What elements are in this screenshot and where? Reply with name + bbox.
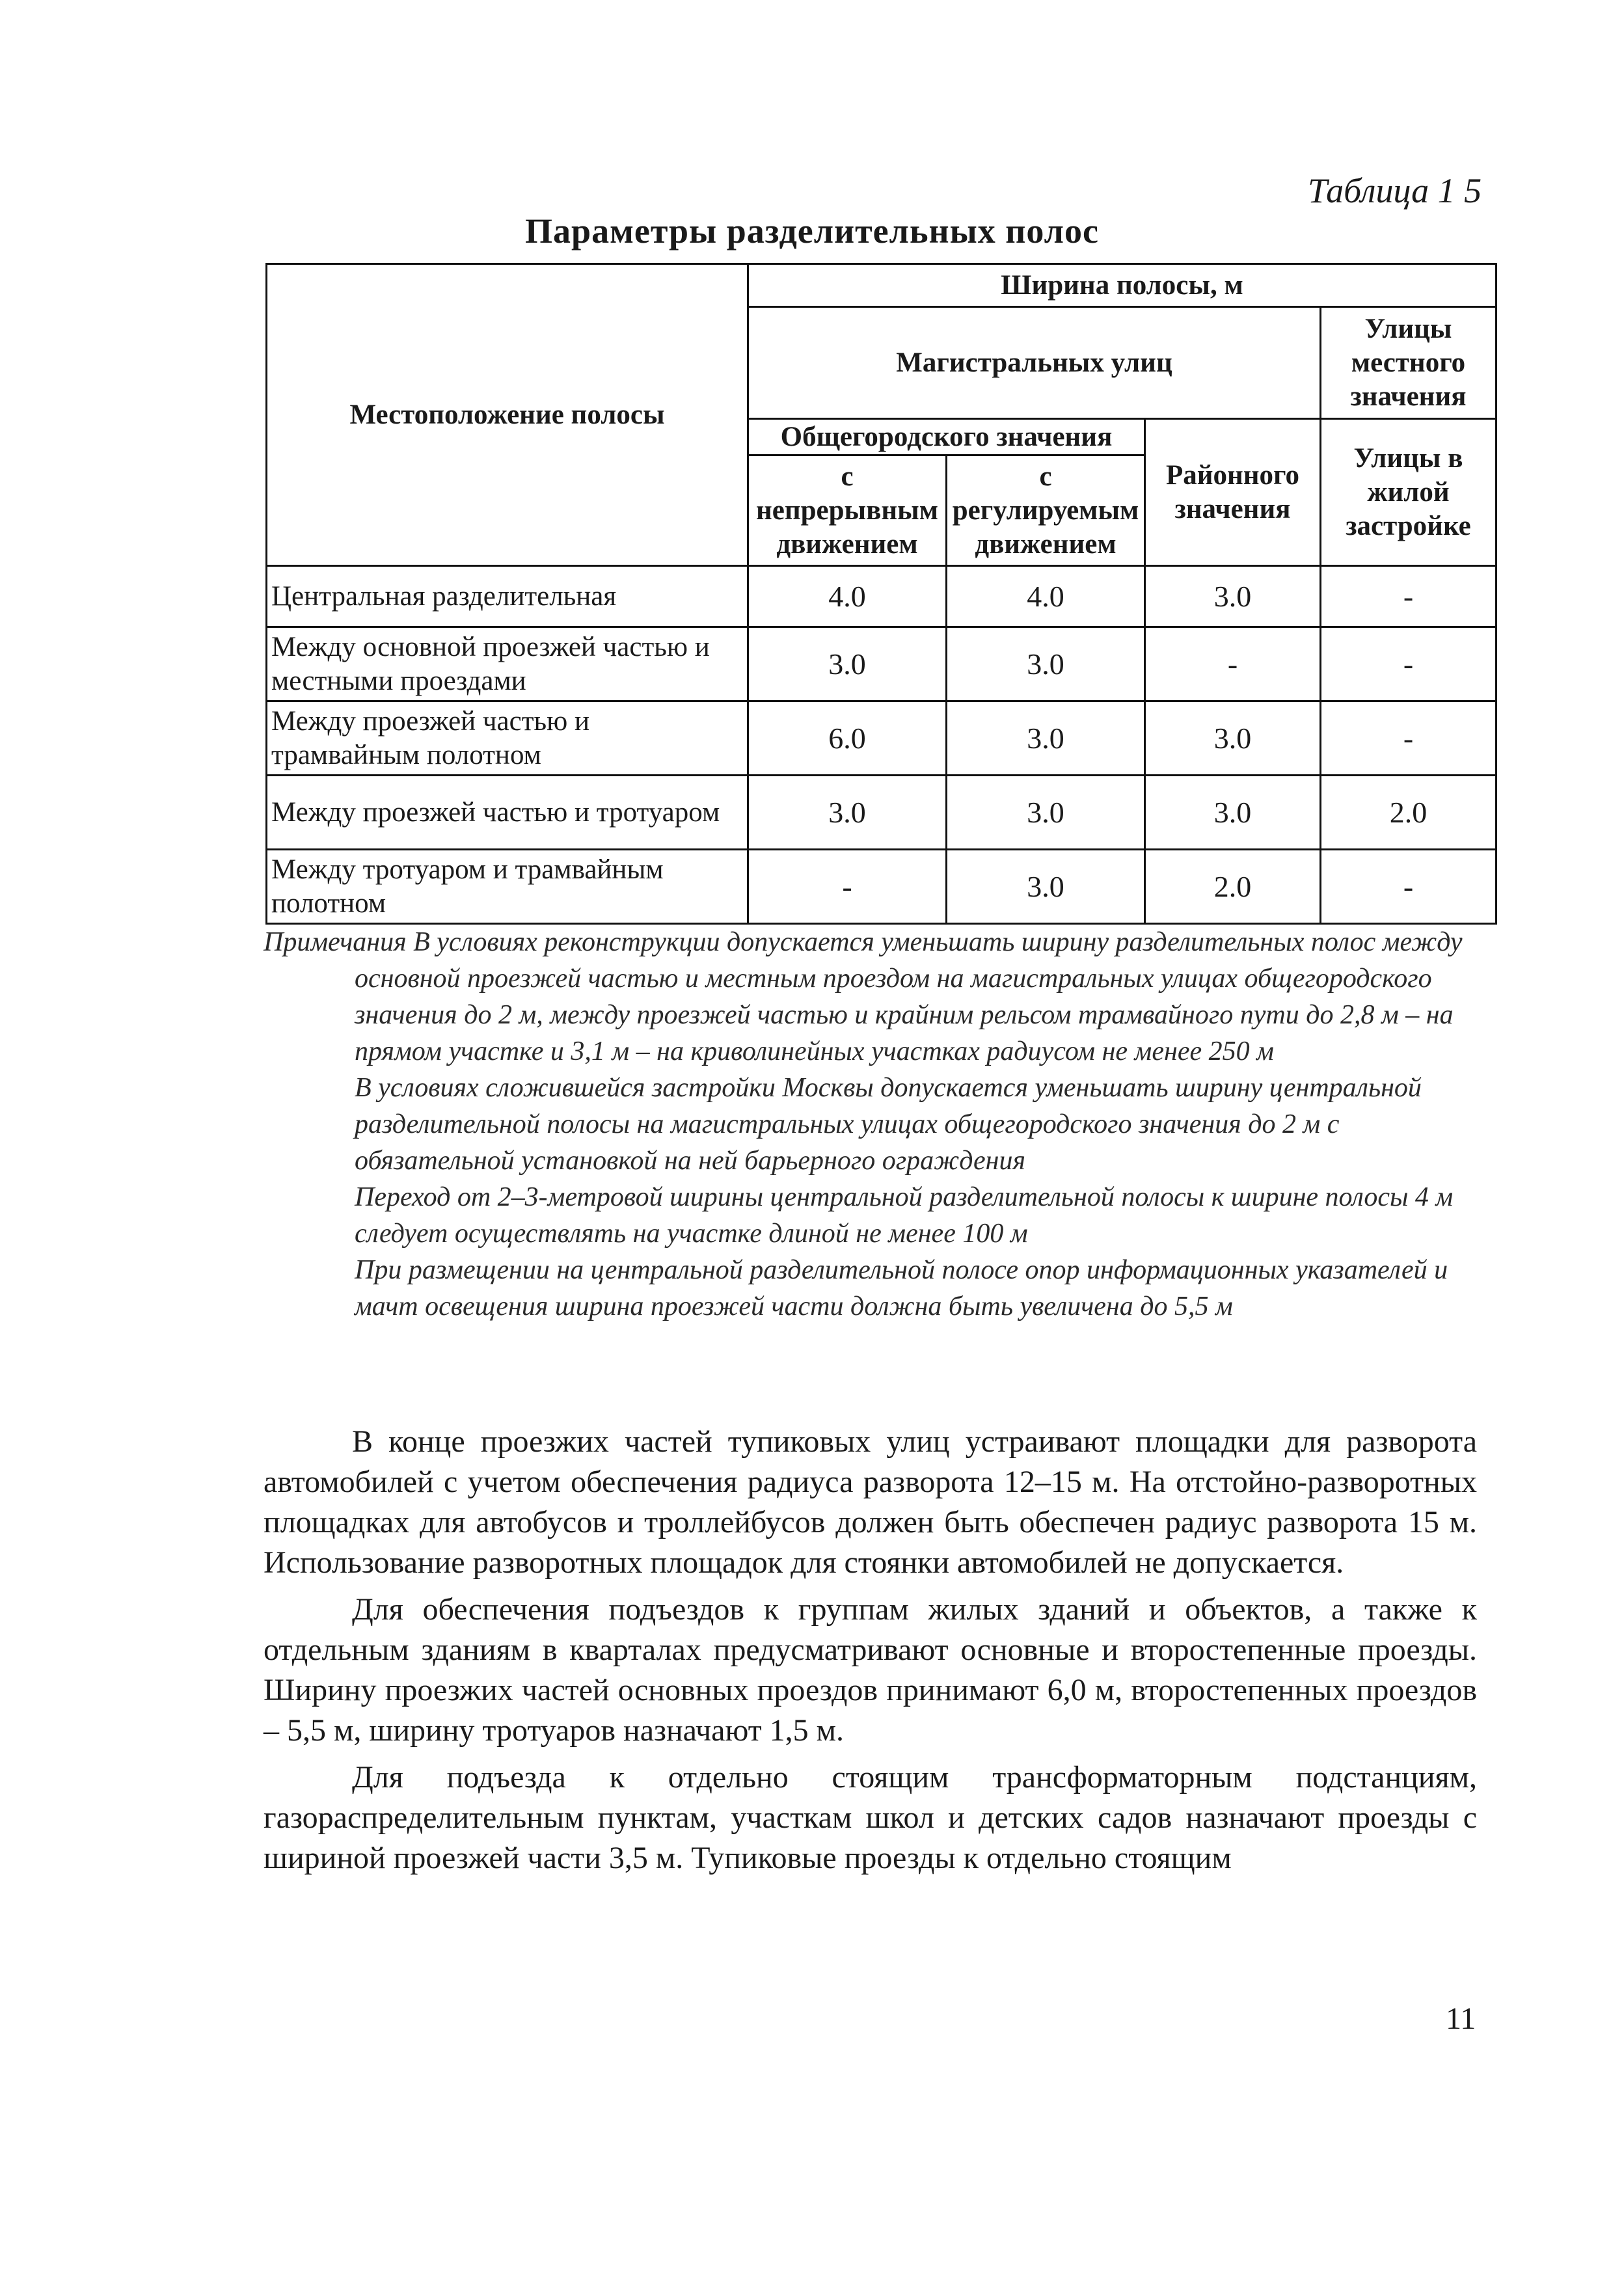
cell-regulated: 3.0 bbox=[947, 627, 1145, 701]
note-text: В условиях реконструкции допускается уменьшать ширину разделительных полос между основной проезжей частью и местным проездом на магистральных улицах общегородского значения до 2 м, между проезжей частью и крайним рельсом трамвайного пути до 2,8 м – на прямом участке и 3,1 м – на криволинейных участках радиусом не менее 250 м bbox=[355, 927, 1463, 1066]
table-row bbox=[267, 701, 1496, 776]
notes-heading: Примечания bbox=[264, 927, 407, 957]
row-label: Между тротуаром и трамвайным полотном bbox=[267, 850, 748, 924]
page-number: 11 bbox=[1446, 2001, 1476, 2036]
paragraph: Для обеспечения подъездов к группам жилых зданий и объектов, а также к отдельным зданиям в кварталах предусматривают основные и второстепенные проезды. Ширину проезжих частей основных проездов принимают 6,0 м, второстепенных проездов – 5,5 м, ширину тротуаров назначают 1,5 м. bbox=[264, 1592, 1477, 1748]
cell-continuous: - bbox=[748, 850, 947, 924]
parameters-table bbox=[265, 263, 1497, 925]
cell-district: 3.0 bbox=[1145, 566, 1321, 627]
paragraph: Для подъезда к отдельно стоящим трансформаторным подстанциям, газораспределительным пунктам, участкам школ и детских садов назначают проезды с шириной проезжей части 3,5 м. Тупиковые проезды к отдельно стоящим bbox=[264, 1760, 1477, 1875]
note-item bbox=[264, 924, 1500, 1070]
header-width: Ширина полосы, м bbox=[748, 264, 1496, 307]
table-notes bbox=[264, 924, 1500, 1325]
header-location: Местоположение полосы bbox=[267, 264, 748, 566]
table-row bbox=[267, 776, 1496, 850]
cell-residential: 2.0 bbox=[1321, 776, 1496, 850]
cell-regulated: 3.0 bbox=[947, 776, 1145, 850]
header-main-streets: Магистральных улиц bbox=[748, 307, 1321, 419]
header-district: Районного значения bbox=[1145, 419, 1321, 566]
cell-continuous: 4.0 bbox=[748, 566, 947, 627]
row-label: Центральная разделительная bbox=[267, 566, 748, 627]
header-continuous: с непрерывным движением bbox=[748, 455, 947, 566]
cell-district: 2.0 bbox=[1145, 850, 1321, 924]
note-item: В условиях сложившейся застройки Москвы допускается уменьшать ширину центральной разделительной полосы на магистральных улицах общегородского значения до 2 м с обязательной установкой на ней барьерного ограждения bbox=[355, 1073, 1422, 1176]
header-citywide: Общегородского значения bbox=[748, 419, 1145, 455]
cell-district: 3.0 bbox=[1145, 776, 1321, 850]
note-item: Переход от 2–3-метровой ширины центральной разделительной полосы к ширине полосы 4 м следует осуществлять на участке длиной не менее 100 м bbox=[355, 1182, 1454, 1249]
cell-district: 3.0 bbox=[1145, 701, 1321, 776]
row-label: Между проезжей частью и тротуаром bbox=[267, 776, 748, 850]
cell-residential: - bbox=[1321, 701, 1496, 776]
header-local-streets: Улицы местного значения bbox=[1321, 307, 1496, 419]
table-title: Параметры разделительных полос bbox=[525, 211, 1099, 251]
cell-regulated: 3.0 bbox=[947, 850, 1145, 924]
table-number: Таблица 1 5 bbox=[1308, 171, 1482, 210]
table-row bbox=[267, 850, 1496, 924]
table-row bbox=[267, 566, 1496, 627]
cell-regulated: 4.0 bbox=[947, 566, 1145, 627]
note-item: При размещении на центральной разделительной полосе опор информационных указателей и мачт освещения ширина проезжей части должна быть увеличена до 5,5 м bbox=[355, 1255, 1448, 1321]
row-label: Между проезжей частью и трамвайным полотном bbox=[267, 701, 748, 776]
header-regulated: с регулируемым движением bbox=[947, 455, 1145, 566]
cell-continuous: 3.0 bbox=[748, 776, 947, 850]
row-label: Между основной проезжей частью и местными проездами bbox=[267, 627, 748, 701]
cell-residential: - bbox=[1321, 566, 1496, 627]
cell-residential: - bbox=[1321, 850, 1496, 924]
header-residential: Улицы в жилой застройке bbox=[1321, 419, 1496, 566]
cell-continuous: 3.0 bbox=[748, 627, 947, 701]
cell-continuous: 6.0 bbox=[748, 701, 947, 776]
cell-district: - bbox=[1145, 627, 1321, 701]
paragraph: В конце проезжих частей тупиковых улиц устраивают площадки для разворота автомобилей с учетом обеспечения радиуса разворота 12–15 м. На отстойно-разворотных площадках для автобусов и троллейбусов должен быть обеспечен радиус разворота 15 м. Использование разворотных площадок для стоянки автомобилей не допускается. bbox=[264, 1424, 1477, 1580]
table-row bbox=[267, 627, 1496, 701]
cell-residential: - bbox=[1321, 627, 1496, 701]
cell-regulated: 3.0 bbox=[947, 701, 1145, 776]
body-text bbox=[264, 1422, 1477, 1885]
